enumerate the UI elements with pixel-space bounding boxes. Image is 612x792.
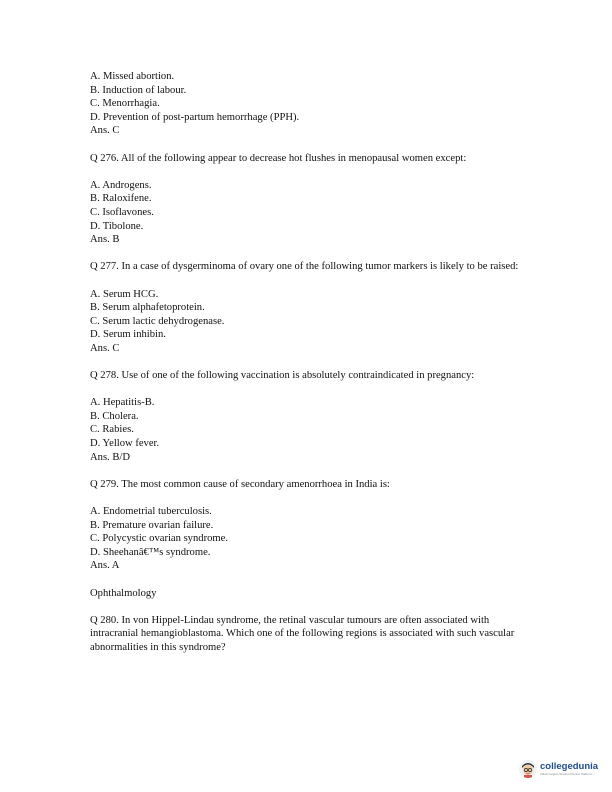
question-block-278 bbox=[90, 369, 530, 464]
option-a: A. Missed abortion. bbox=[90, 71, 175, 82]
question-text: Q 277. In a case of dysgerminoma of ovary one of the following tumor markers is likely to be raised: bbox=[90, 261, 519, 273]
answer: Ans. B bbox=[90, 234, 120, 246]
option-d: D. Serum inhibin. bbox=[90, 329, 166, 341]
option-c: C. Rabies. bbox=[90, 424, 134, 436]
question-text: Q 280. In von Hippel-Lindau syndrome, the retinal vascular tumours are often associated with intracranial hemangioblastoma. Which one of the following regions is associated with such vascular abnormalities in this syndrome? bbox=[90, 614, 515, 653]
option-d: D. Tibolone. bbox=[90, 220, 144, 232]
option-d: D. Sheehanâ€™s syndrome. bbox=[90, 546, 211, 558]
option-b: B. Induction of labour. bbox=[90, 84, 187, 96]
option-b: B. Cholera. bbox=[90, 410, 139, 422]
option-b: B. Serum alphafetoprotein. bbox=[90, 302, 205, 314]
mascot-icon bbox=[519, 760, 537, 778]
option-a: A. Hepatitis-B. bbox=[90, 397, 155, 409]
question-text: Q 278. Use of one of the following vaccination is absolutely contraindicated in pregnancy: bbox=[90, 370, 475, 382]
question-block-279 bbox=[90, 478, 530, 573]
collegedunia-logo bbox=[519, 758, 609, 780]
option-a: A. Androgens. bbox=[90, 179, 152, 191]
option-d: D. Prevention of post-partum hemorrhage (PPH). bbox=[90, 111, 300, 123]
option-c: C. Isoflavones. bbox=[90, 206, 154, 218]
question-block-276 bbox=[90, 152, 530, 247]
answer: Ans. A bbox=[90, 560, 120, 572]
option-c: C. Serum lactic dehydrogenase. bbox=[90, 315, 225, 327]
option-a: A. Endometrial tuberculosis. bbox=[90, 506, 212, 517]
option-d: D. Yellow fever. bbox=[90, 438, 160, 450]
option-c: C. Menorrhagia. bbox=[90, 98, 160, 110]
question-text: Q 279. The most common cause of secondary amenorrhoea in India is: bbox=[90, 478, 390, 490]
option-b: B. Premature ovarian failure. bbox=[90, 519, 214, 531]
question-block-277 bbox=[90, 260, 530, 355]
answer: Ans. C bbox=[90, 125, 120, 137]
answer: Ans. C bbox=[90, 342, 120, 354]
option-c: C. Polycystic ovarian syndrome. bbox=[90, 533, 228, 545]
logo-name: collegedunia bbox=[540, 761, 599, 772]
section-heading: Ophthalmology bbox=[90, 587, 157, 599]
option-a: A. Serum HCG. bbox=[90, 288, 159, 300]
answer: Ans. B/D bbox=[90, 451, 131, 463]
option-b: B. Raloxifene. bbox=[90, 193, 152, 205]
question-block-280 bbox=[90, 614, 530, 655]
document-body bbox=[90, 70, 530, 655]
logo-tagline: India's largest Student Review Platform bbox=[540, 772, 593, 776]
question-block-prev bbox=[90, 70, 530, 138]
question-text: Q 276. All of the following appear to decrease hot flushes in menopausal women except: bbox=[90, 152, 467, 164]
